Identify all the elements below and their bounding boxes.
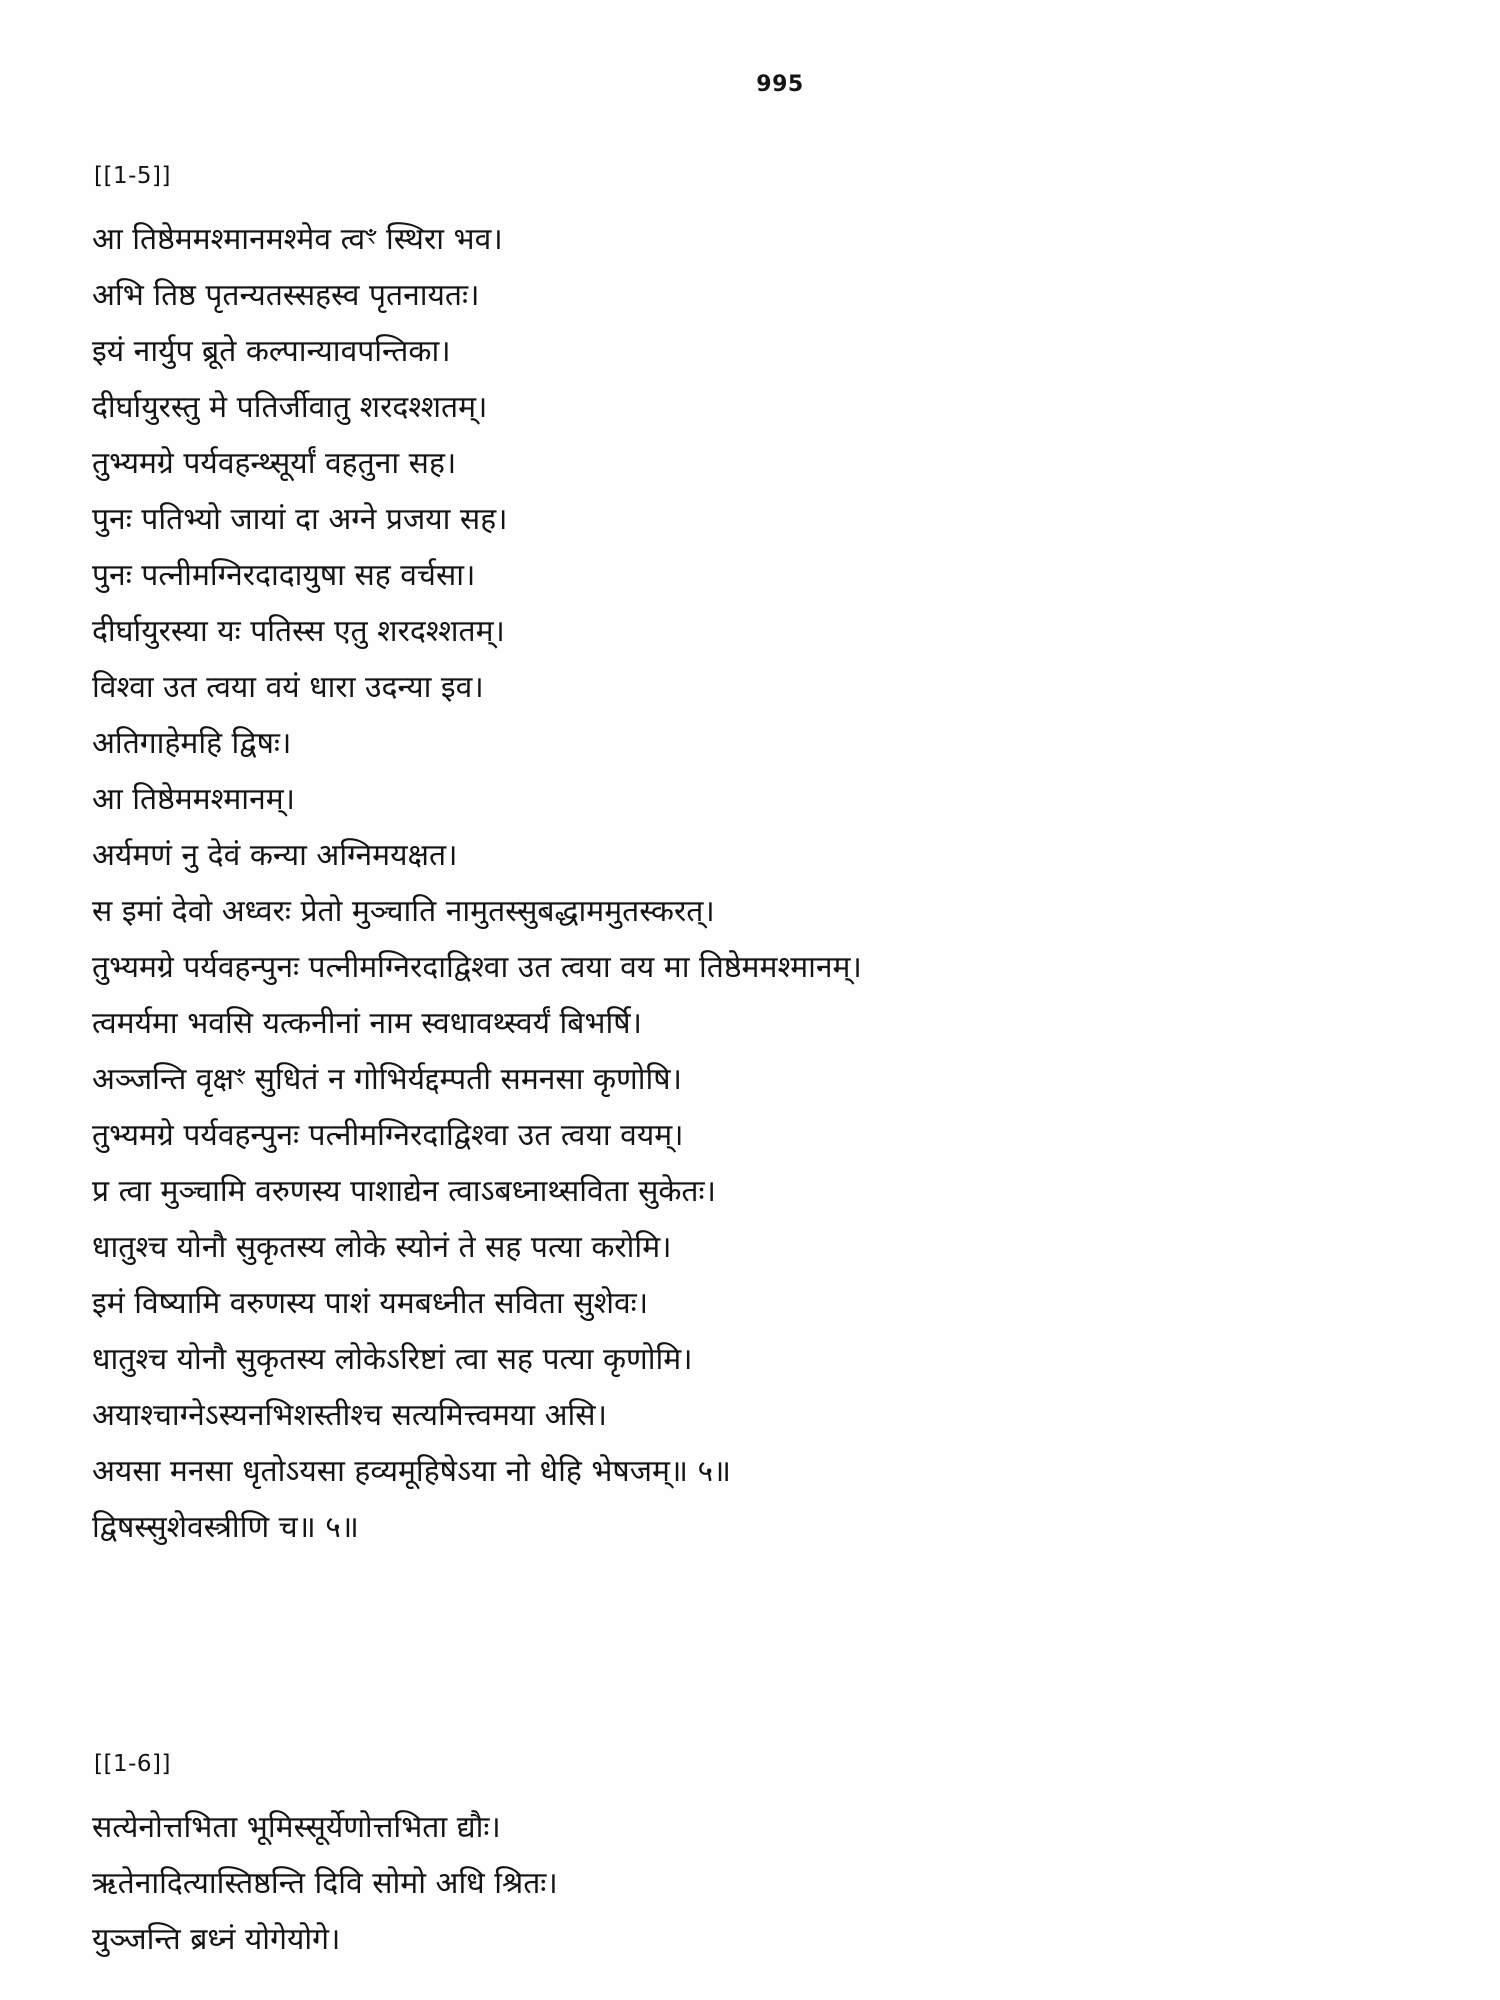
verse-line: अभि तिष्ठ पृतन्यतस्सहस्व पृतनायतः। <box>92 278 480 313</box>
verse-line: अतिगाहेमहि द्विषः। <box>92 726 292 761</box>
verse-line: आ तिष्ठेममश्मानमश्मेव त्वꣳ स्थिरा भव। <box>92 222 503 257</box>
verse-line: धातुश्च योनौ सुकृतस्य लोके स्योनं ते सह पत्या करोमि। <box>92 1230 672 1265</box>
verse-line: तुभ्यमग्रे पर्यवहन्थ्सूर्यां वहतुना सह। <box>92 446 457 481</box>
verse-line: प्र त्वा मुञ्चामि वरुणस्य पाशाद्येन त्वाऽबध्नाथ्सविता सुकेतः। <box>92 1174 716 1209</box>
verse-line: दीर्घायुरस्या यः पतिस्स एतु शरदश्शतम्। <box>92 614 505 649</box>
verse-line: इमं विष्यामि वरुणस्य पाशं यमबध्नीत सविता सुशेवः। <box>92 1286 649 1321</box>
verse-line: त्वमर्यमा भवसि यत्कनीनां नाम स्वधावथ्स्वर्यं बिभर्षि। <box>92 1006 642 1041</box>
verse-line: युञ्जन्ति ब्रध्नं योगेयोगे। <box>92 1922 341 1957</box>
verse-line: दीर्घायुरस्तु मे पतिर्जीवातु शरदश्शतम्। <box>92 390 488 425</box>
verse-line: धातुश्च योनौ सुकृतस्य लोकेऽरिष्टां त्वा सह पत्या कृणोमि। <box>92 1342 693 1377</box>
page-number: 995 <box>756 72 804 97</box>
section-1-5 <box>92 160 1432 1556</box>
verse-line: पुनः पत्नीमग्निरदादायुषा सह वर्चसा। <box>92 558 476 593</box>
verse-line: तुभ्यमग्रे पर्यवहन्पुनः पत्नीमग्निरदाद्विश्वा उत त्वया वय मा तिष्ठेममश्मानम्। <box>92 950 862 985</box>
section-label: [[1-6]] <box>94 1751 171 1777</box>
verse-line: अयसा मनसा धृतोऽयसा हव्यमूहिषेऽया नो धेहि भेषजम्॥ ५॥ <box>92 1454 732 1489</box>
verse-line: अयाश्चाग्नेऽस्यनभिशस्तीश्च सत्यमित्त्वमया असि। <box>92 1398 607 1433</box>
section-label: [[1-5]] <box>94 163 171 189</box>
verse-line: ऋतेनादित्यास्तिष्ठन्ति दिवि सोमो अधि श्रितः। <box>92 1866 558 1901</box>
verse-line: इयं नार्युप ब्रूते कल्पान्यावपन्तिका। <box>92 334 451 369</box>
verse-line: तुभ्यमग्रे पर्यवहन्पुनः पत्नीमग्निरदाद्विश्वा उत त्वया वयम्। <box>92 1118 684 1153</box>
verse-line: आ तिष्ठेममश्मानम्। <box>92 782 296 817</box>
verse-line: स इमां देवो अध्वरः प्रेतो मुञ्चाति नामुतस्सुबद्धाममुतस्करत्। <box>92 894 715 929</box>
verse-line: विश्वा उत त्वया वयं धारा उदन्या इव। <box>92 670 484 705</box>
verse-line: अञ्जन्ति वृक्षꣳ सुधितं न गोभिर्यद्दम्पती समनसा कृणोषि। <box>92 1062 682 1097</box>
section-1-6 <box>92 1748 1432 1968</box>
verse-line: सत्येनोत्तभिता भूमिस्सूर्येणोत्तभिता द्यौः। <box>92 1810 501 1845</box>
verse-line: अर्यमणं नु देवं कन्या अग्निमयक्षत। <box>92 838 458 873</box>
verse-line: द्विषस्सुशेवस्त्रीणि च॥ ५॥ <box>92 1510 359 1545</box>
verse-line: पुनः पतिभ्यो जायां दा अग्ने प्रजया सह। <box>92 502 508 537</box>
